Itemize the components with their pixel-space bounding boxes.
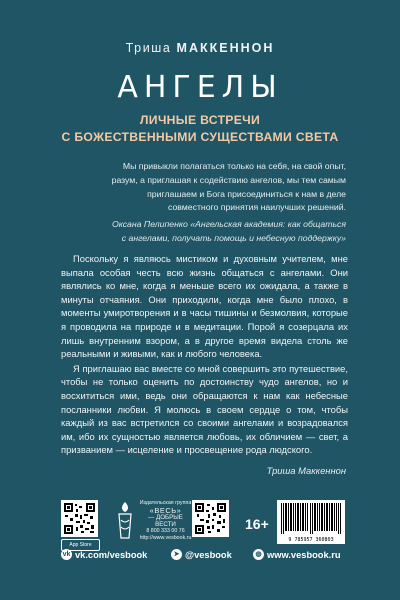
qr-code-site[interactable]	[192, 500, 229, 537]
globe-icon: ◍	[253, 549, 264, 560]
epigraph	[110, 160, 346, 246]
book-title: АНГЕЛЫ	[117, 70, 283, 105]
contact-links	[0, 549, 400, 563]
vk-icon: vk	[62, 551, 71, 558]
book-subtitle	[0, 112, 400, 146]
qr-code-app[interactable]	[61, 500, 98, 537]
qr-code-icon	[64, 503, 95, 534]
barcode-number: 9 785957 360803	[288, 537, 334, 543]
publisher-text	[138, 500, 193, 541]
annotation-text	[61, 252, 348, 457]
age-rating: 16+	[245, 516, 269, 532]
barcode-icon	[277, 500, 345, 536]
isbn-barcode	[277, 500, 345, 544]
publisher-block	[115, 500, 190, 540]
epigraph-attribution: Оксана Пелипенко «Ангельская академия: как общаться с ангелами, получать помощь и небесную поддержку»	[111, 219, 346, 243]
qr-code-icon	[195, 503, 226, 534]
vk-link[interactable]	[61, 549, 147, 560]
telegram-link[interactable]	[171, 549, 232, 560]
signature: Триша Маккеннон	[266, 465, 346, 476]
website-link-text: www.vesbook.ru	[267, 549, 341, 560]
telegram-icon: ➤	[171, 549, 182, 560]
telegram-link-text: @vesbook	[185, 549, 232, 560]
website-link[interactable]	[253, 549, 341, 560]
publisher-group: Издательская группа	[139, 500, 192, 506]
author-surname: МАККЕННОН	[176, 41, 275, 55]
epigraph-text: Мы привыкли полагаться только на себя, на свой опыт, разум, а приглашая к содействию ангелов, мы тем самым приглашаем и Бога присоединиться к нам в деле совместного принятия наилучших решений.	[111, 161, 346, 213]
publisher-brand: «ВЕСЬ»	[149, 506, 182, 516]
subtitle-line-1: ЛИЧНЫЕ ВСТРЕЧИ	[139, 113, 261, 127]
author-name	[0, 41, 400, 55]
subtitle-line-2: С БОЖЕСТВЕННЫМИ СУЩЕСТВАМИ СВЕТА	[61, 130, 339, 144]
body-paragraph-1: Поскольку я являюсь мистиком и духовным учителем, мне выпала особая честь всю жизнь общаться с ангелами. Они являлись ко мне, когда я меньше всего их ожидала, а также в минуты отчаяния. Они приходили, когда мне было плохо, в моменты умиротворения и в часы тишины и безмолвия, которые я проводила на природе и в медитации. Порой я созерцала их лишь внутренним взором, а в другое время видела столь же реальными и живыми, как и любого человека.	[61, 253, 348, 360]
vk-link-text: vk.com/vesbook	[75, 549, 148, 560]
body-paragraph-2: Я приглашаю вас вместе со мной совершить это путешествие, чтобы не только оценить по достоинству чудо ангелов, но и восхититься ими, ведь они обращаются к нам как небесные посланники любви. Я молюсь в своем сердце о том, чтобы каждый из вас встретился со своими ангелами и возрадовался им, ибо их сущностью является любовь, их обличием — свет, а призванием — исцеление и просвещение рода людского.	[61, 362, 348, 456]
appstore-label: App Store	[69, 542, 92, 548]
author-first-name: Триша	[125, 41, 172, 55]
publisher-slogan: — ДОБРЫЕ ВЕСТИ	[148, 514, 183, 528]
publisher-phone: 8 800 333 00 76	[146, 528, 185, 535]
publisher-site[interactable]: http://www.vesbook.ru	[139, 534, 192, 541]
publisher-logo-icon	[115, 500, 135, 540]
